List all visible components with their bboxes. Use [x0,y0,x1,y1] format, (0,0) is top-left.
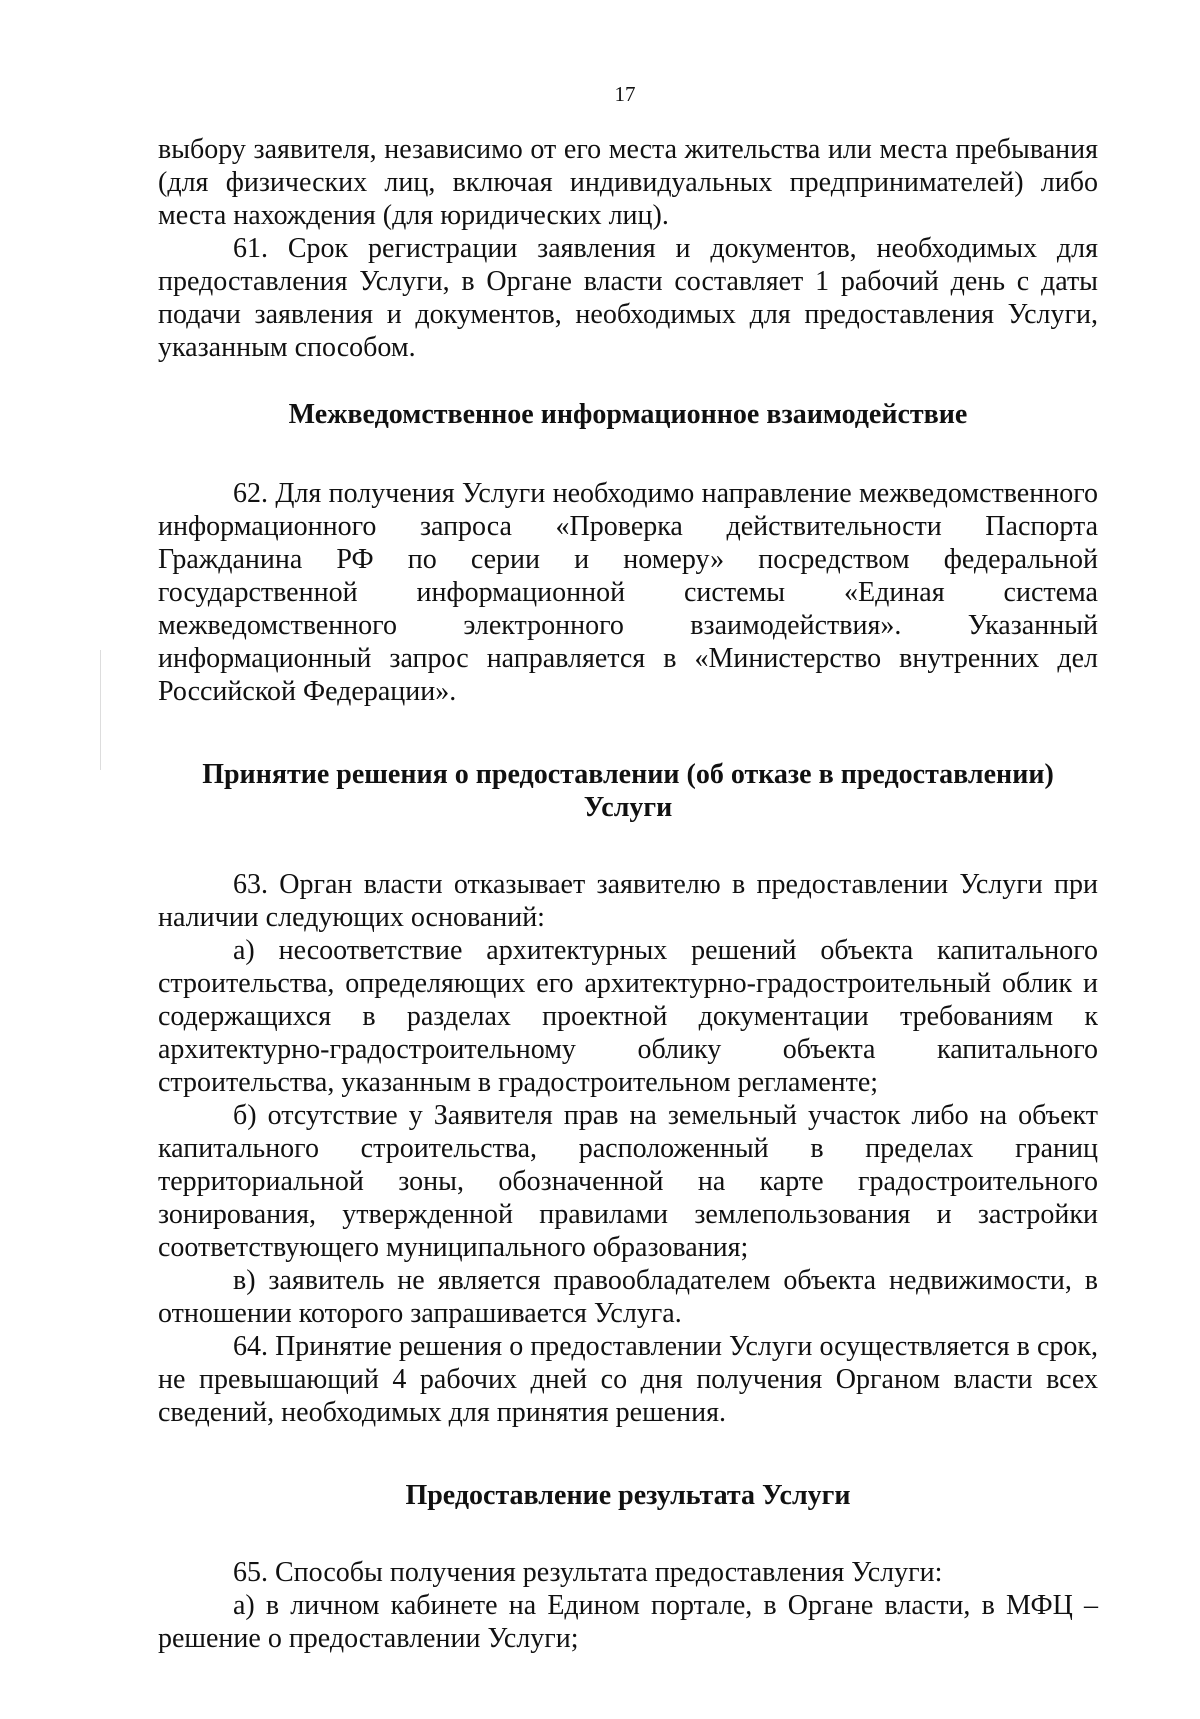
paragraph-63c: в) заявитель не является правообладателем объекта недвижимости, в отношении которого запрашивается Услуга. [158,1265,1098,1329]
heading-decision-line-2: Услуги [583,792,673,823]
paragraph-63b: б) отсутствие у Заявителя прав на земельный участок либо на объект капитального строительства, расположенный в пределах границ территориальной зоны, обозначенной на карте градостроительного зонирования, утвержденной правилами землепользования и застройки соответствующего муниципального образования; [158,1100,1098,1263]
paragraph-64: 64. Принятие решения о предоставлении Услуги осуществляется в срок, не превышающий 4 рабочих дней со дня получения Органом власти всех сведений, необходимых для принятия решения. [158,1331,1098,1428]
page-number: 17 [614,82,636,106]
paragraph-63: 63. Орган власти отказывает заявителю в предоставлении Услуги при наличии следующих оснований: [158,869,1098,933]
scan-artifact-line [100,650,101,770]
heading-interagency-interaction: Межведомственное информационное взаимодействие [288,399,968,430]
paragraph-continuation: выбору заявителя, независимо от его места жительства или места пребывания (для физических лиц, включая индивидуальных предпринимателей) либо места нахождения (для юридических лиц). [158,134,1098,231]
heading-decision [158,758,1098,824]
document-body [158,133,1098,1655]
heading-decision-line-1: Принятие решения о предоставлении (об отказе в предоставлении) [202,759,1054,790]
paragraph-65a: а) в личном кабинете на Едином портале, в Органе власти, в МФЦ – решение о предоставлении Услуги; [158,1590,1098,1654]
paragraph-61: 61. Срок регистрации заявления и документов, необходимых для предоставления Услуги, в Органе власти составляет 1 рабочий день с даты подачи заявления и документов, необходимых для предоставления Услуги, указанным способом. [158,233,1098,363]
paragraph-63a: а) несоответствие архитектурных решений объекта капитального строительства, определяющих его архитектурно-градостроительный облик и содержащихся в разделах проектной документации требованиям к архитектурно-градостроительному облику объекта капитального строительства, указанным в градостроительном регламенте; [158,935,1098,1098]
paragraph-65: 65. Способы получения результата предоставления Услуги: [233,1557,943,1588]
paragraph-62: 62. Для получения Услуги необходимо направление межведомственного информационного запроса «Проверка действительности Паспорта Гражданина РФ по серии и номеру» посредством федеральной государственной информационной системы «Единая система межведомственного электронного взаимодействия». Указанный информационный запрос направляется в «Министерство внутренних дел Российской Федерации». [158,478,1098,707]
heading-result-provision: Предоставление результата Услуги [405,1480,851,1511]
